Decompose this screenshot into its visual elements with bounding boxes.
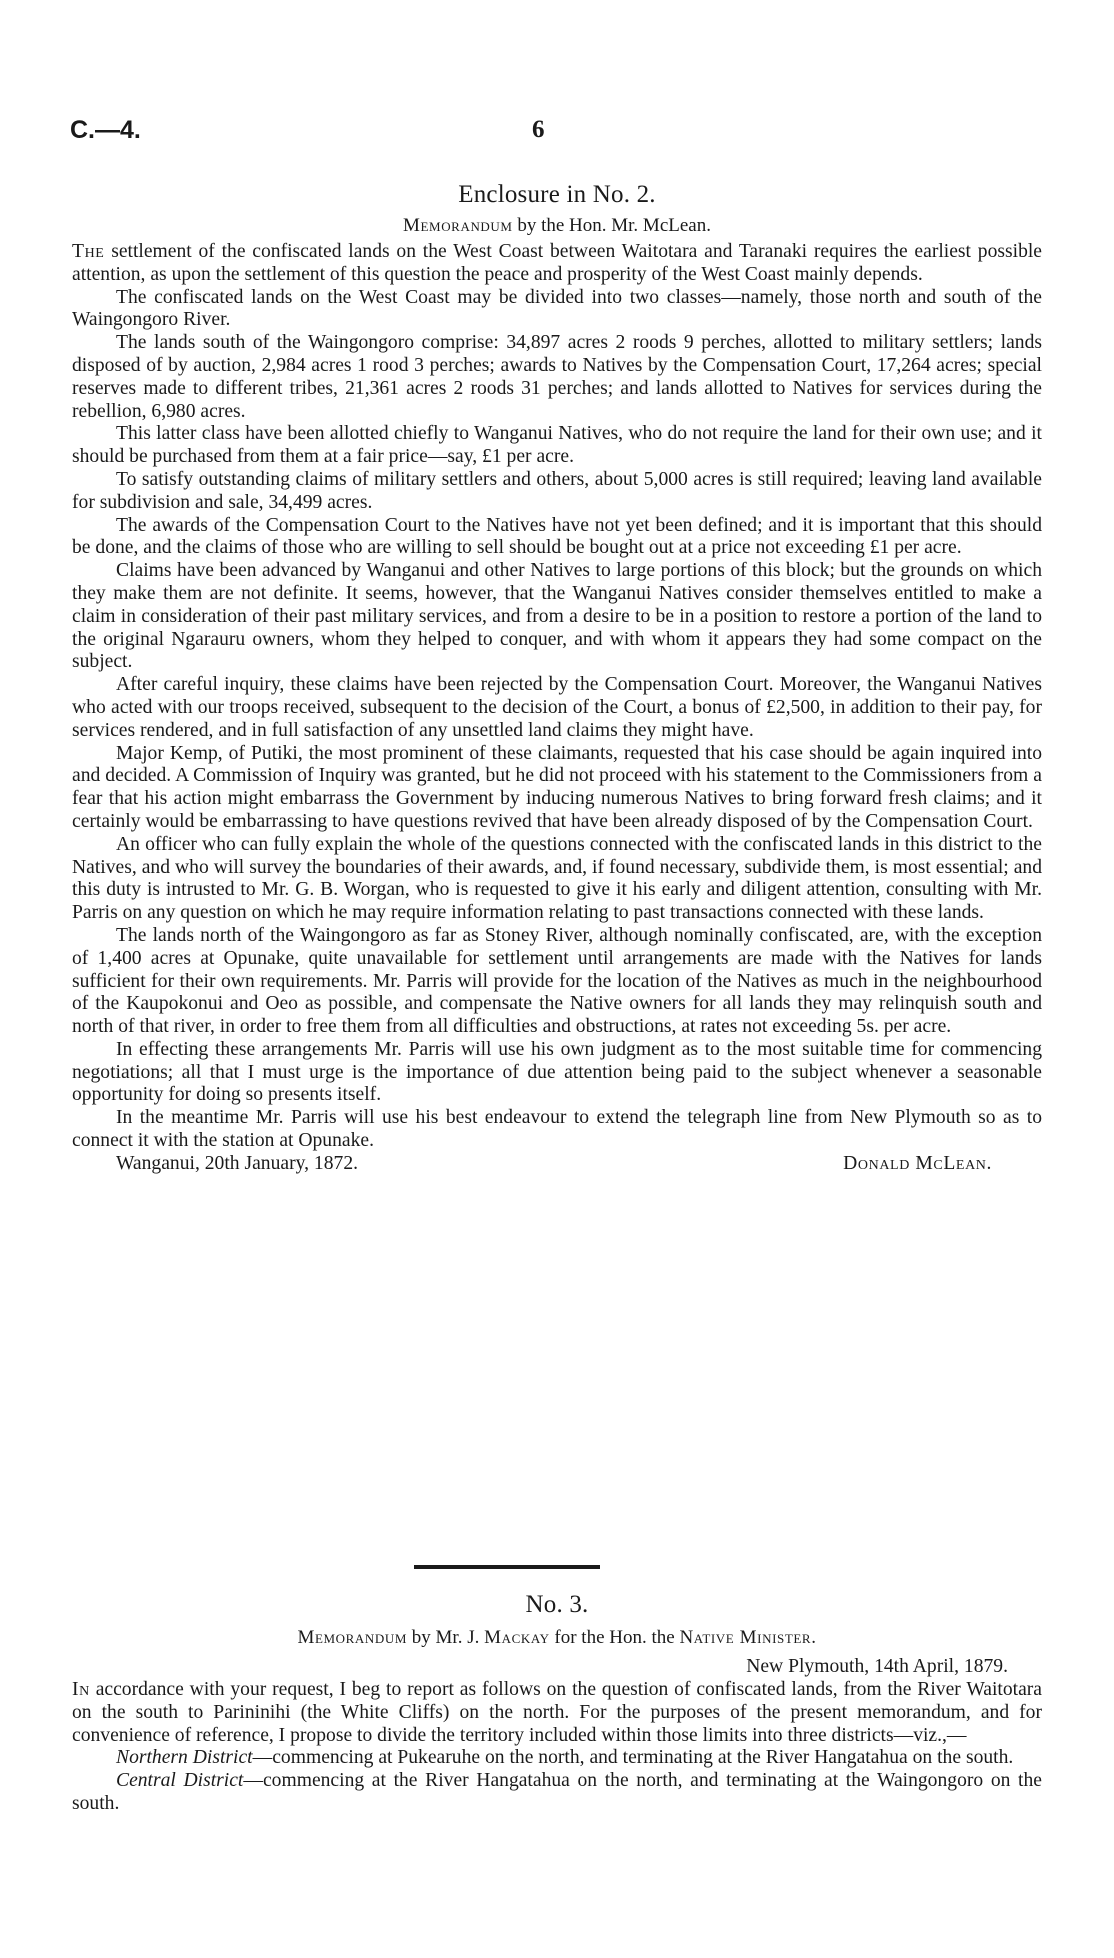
paragraph-lead: The <box>72 241 105 262</box>
paragraph: Claims have been advanced by Wanganui and other Natives to large portions of this block; but the grounds on which they make them are not definite. It seems, however, that the Wanganui Natives consider themselves entitled to make a claim in consideration of their past military services, and from a desire to be in a position to restore a portion of the land to the original Ngarauru owners, whom they helped to conquer, and with whom it appears they had some compact on the subject. <box>72 560 1042 673</box>
paragraph: The lands south of the Waingongoro comprise: 34,897 acres 2 roods 9 perches, allotted to military settlers; lands disposed of by auction, 2,984 acres 1 rood 3 perches; awards to Natives by the Compensation Court, 17,264 acres; special reserves made to different tribes, 21,361 acres 2 roods 31 perches; and lands allotted to Natives for services during the rebellion, 6,980 acres. <box>72 332 1042 422</box>
district-label: Central District <box>116 1770 244 1792</box>
paragraph: An officer who can fully explain the whole of the questions connected with the confiscated lands in this district to the Natives, and who will survey the boundaries of their awards, and, if found necessary, subdivide them, is most essential; and this duty is intrusted to Mr. G. B. Worgan, who is requested to give it his early and diligent attention, consulting with Mr. Parris on any question on which he may require information relating to past transactions connected with these lands. <box>72 833 1042 924</box>
memo-label: Memorandum <box>403 215 513 236</box>
page-number: 6 <box>532 116 545 143</box>
paragraph: This latter class have been allotted chiefly to Wanganui Natives, who do not require the land for their own use; and it should be purchased from them at a fair price—say, £1 per acre. <box>72 423 1042 468</box>
section-divider <box>414 1565 600 1569</box>
paragraph: To satisfy outstanding claims of military settlers and others, about 5,000 acres is still required; leaving land available for subdivision and sale, 34,499 acres. <box>72 468 1042 513</box>
district-text: —commencing at the River Hangatahua on the north, and terminating at the Waingongoro on the south. <box>72 1770 1042 1814</box>
paragraph-text: accordance with your request, I beg to report as follows on the question of confiscated lands, from the River Waitotara on the south to Parininihi (the White Cliffs) on the north. For the purposes of the present memorandum, and for convenience of reference, I propose to divide the territory included within those limits into three districts—viz.,— <box>72 1679 1042 1746</box>
paragraph: In effecting these arrangements Mr. Parris will use his own judgment as to the most suitable time for commencing negotiations; all that I must urge is the importance of due attention being paid to the subject whenever a seasonable opportunity for doing so presents itself. <box>72 1038 1042 1106</box>
enclosure-title: Enclosure in No. 2. <box>458 181 656 208</box>
document-code: C.—4. <box>70 116 141 144</box>
district-label: Northern District <box>116 1747 253 1769</box>
paragraph <box>72 1679 1042 1747</box>
memo-for: for the Hon. the <box>549 1627 680 1648</box>
enclosure-body <box>72 241 1042 1176</box>
paragraph-lead: In <box>72 1679 90 1700</box>
district-text: —commencing at Pukearuhe on the north, and terminating at the River Hangatahua on the south. <box>252 1747 1014 1769</box>
memo-label: Memorandum <box>297 1627 408 1648</box>
running-head <box>70 116 1044 156</box>
signature: Donald McLean. <box>843 1152 992 1174</box>
no3-body <box>72 1679 1042 1816</box>
no3-memo-heading <box>72 1625 1042 1651</box>
memo-by: by Mr. J. <box>407 1627 485 1648</box>
enclosure-section <box>72 180 1042 1176</box>
memo-name: Mackay <box>484 1627 550 1648</box>
paragraph <box>72 241 1042 287</box>
paragraph: The confiscated lands on the West Coast may be divided into two classes—namely, those north and south of the Waingongoro River. <box>72 286 1042 331</box>
paragraph: Major Kemp, of Putiki, the most prominent of these claimants, requested that his case should be again inquired into and decided. A Commission of Inquiry was granted, but he did not proceed with his statement to the Commissioners from a fear that his action might embarrass the Government by inducing numerous Natives to bring forward fresh claims; and it certainly would be embarrassing to have questions revived that have been already disposed of by the Compensation Court. <box>72 742 1042 832</box>
place-date: Wanganui, 20th January, 1872. <box>116 1152 359 1174</box>
paragraph: The awards of the Compensation Court to the Natives have not yet been defined; and it is important that this should be done, and the claims of those who are willing to sell should be bought out at a price not exceeding £1 per acre. <box>72 514 1042 559</box>
paragraph: After careful inquiry, these claims have been rejected by the Compensation Court. Moreover, the Wanganui Natives who acted with our troops received, subsequent to the decision of the Court, a bonus of £2,500, in addition to their pay, for services rendered, and in full satisfaction of any unsettled land claims they might have. <box>72 674 1042 741</box>
paragraph <box>72 1770 1042 1816</box>
paragraph-text: settlement of the confiscated lands on the West Coast between Waitotara and Taranaki requires the earliest possible attention, as upon the settlement of this question the peace and prosperity of the West Coast mainly depends. <box>72 241 1042 285</box>
enclosure-memo-heading <box>72 213 1042 239</box>
no3-section <box>72 1590 1042 1816</box>
memo-office: Native Minister. <box>679 1627 817 1648</box>
paragraph <box>72 1747 1042 1770</box>
paragraph: In the meantime Mr. Parris will use his best endeavour to extend the telegraph line from New Plymouth so as to connect it with the station at Opunake. <box>72 1107 1042 1152</box>
memo-author: by the Hon. Mr. McLean. <box>512 215 711 236</box>
paragraph: The lands north of the Waingongoro as far as Stoney River, although nominally confiscated, are, with the exception of 1,400 acres at Opunake, quite unavailable for settlement until arrangements are made with the Natives for lands sufficient for their own requirements. Mr. Parris will provide for the location of the Natives as much in the neighbourhood of the Kaupokonui and Oeo as possible, and compensate the Native owners for all lands they may relinquish south and north of that river, in order to free them from all difficulties and obstructions, at rates not exceeding 5s. per acre. <box>72 924 1042 1038</box>
no3-date-line: New Plymouth, 14th April, 1879. <box>746 1656 1008 1677</box>
no3-title: No. 3. <box>525 1591 589 1618</box>
signature-line <box>72 1153 1042 1176</box>
